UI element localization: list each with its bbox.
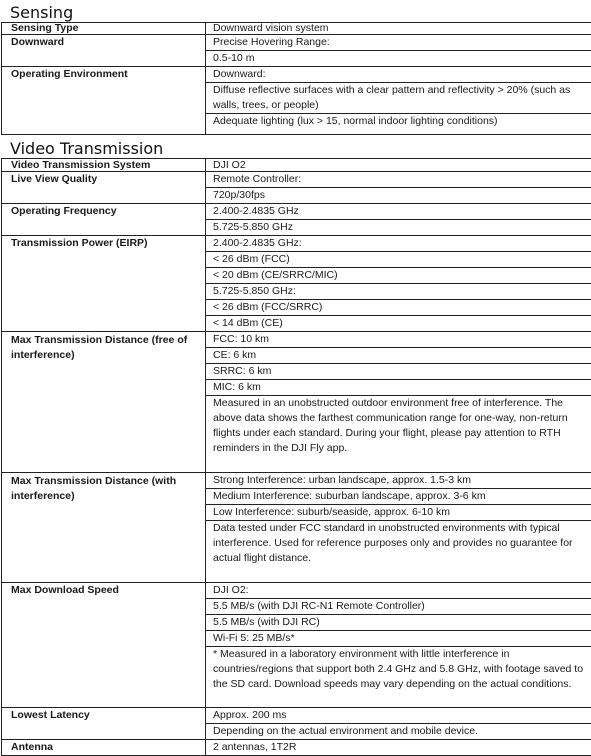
video-transmission-spec-table <box>1 158 591 756</box>
spec-value: < 20 dBm (CE/SRRC/MIC) <box>206 268 591 284</box>
table-row <box>2 473 591 489</box>
spec-value: Diffuse reflective surfaces with a clear pattern and reflectivity > 20% (such as walls, trees, or people) <box>206 83 591 114</box>
spec-label: Video Transmission System <box>2 159 206 172</box>
table-row <box>2 35 591 51</box>
table-row <box>2 583 591 599</box>
spec-value: Wi-Fi 5: 25 MB/s* <box>206 631 591 647</box>
spec-value: * Measured in a laboratory environment with little interference in countries/regions that support both 2.4 GHz and 5.8 GHz, with footage saved to the SD card. Download speeds may vary depending on the actual conditions. <box>206 647 591 708</box>
table-row <box>2 740 591 756</box>
spec-value: Data tested under FCC standard in unobstructed environments with typical interference. Used for reference purposes only and provides no guarantee for actual flight distance. <box>206 521 591 583</box>
spec-value: 2 antennas, 1T2R <box>206 740 591 756</box>
spec-value: 2.400-2.4835 GHz: <box>206 236 591 252</box>
spec-value: FCC: 10 km <box>206 332 591 348</box>
spec-value: SRRC: 6 km <box>206 364 591 380</box>
spec-value: Precise Hovering Range: <box>206 35 591 51</box>
spec-value: Low Interference: suburb/seaside, approx. 6-10 km <box>206 505 591 521</box>
spec-value: 5.725-5.850 GHz <box>206 220 591 236</box>
table-row <box>2 332 591 348</box>
table-row <box>2 204 591 220</box>
table-row <box>2 67 591 83</box>
spec-value: Downward vision system <box>206 23 591 35</box>
table-row <box>2 708 591 724</box>
spec-value: Adequate lighting (lux > 15, normal indoor lighting conditions) <box>206 114 591 135</box>
spec-label: Lowest Latency <box>2 708 206 740</box>
spec-value: 720p/30fps <box>206 188 591 204</box>
spec-value: 5.5 MB/s (with DJI RC) <box>206 615 591 631</box>
table-row <box>2 23 591 35</box>
table-row <box>2 159 591 172</box>
spec-value: Depending on the actual environment and mobile device. <box>206 724 591 740</box>
spec-value: DJI O2: <box>206 583 591 599</box>
spec-value: < 14 dBm (CE) <box>206 316 591 332</box>
spec-label: Operating Frequency <box>2 204 206 236</box>
spec-value: Downward: <box>206 67 591 83</box>
spec-label: Max Download Speed <box>2 583 206 708</box>
spec-label: Max Transmission Distance (free of interference) <box>2 332 206 473</box>
spec-value: Measured in an unobstructed outdoor environment free of interference. The above data shows the farthest communication range for one-way, non-return flights under each standard. During your flight, please pay attention to RTH reminders in the DJI Fly app. <box>206 396 591 473</box>
spec-label: Live View Quality <box>2 172 206 204</box>
spec-value: 2.400-2.4835 GHz <box>206 204 591 220</box>
spec-label: Downward <box>2 35 206 67</box>
spec-value: < 26 dBm (FCC) <box>206 252 591 268</box>
spec-value: 0.5-10 m <box>206 51 591 67</box>
spec-value: MIC: 6 km <box>206 380 591 396</box>
spec-label: Max Transmission Distance (with interference) <box>2 473 206 583</box>
section-title-sensing: Sensing <box>0 3 591 22</box>
sensing-spec-table <box>1 22 591 135</box>
spec-label: Transmission Power (EIRP) <box>2 236 206 332</box>
spec-label: Sensing Type <box>2 23 206 35</box>
spec-label: Antenna <box>2 740 206 756</box>
spec-value: Approx. 200 ms <box>206 708 591 724</box>
spec-value: Strong Interference: urban landscape, approx. 1.5-3 km <box>206 473 591 489</box>
spec-value: 5.725-5.850 GHz: <box>206 284 591 300</box>
table-row <box>2 236 591 252</box>
section-title-video-transmission: Video Transmission <box>0 139 591 158</box>
spec-value: Remote Controller: <box>206 172 591 188</box>
spec-value: 5.5 MB/s (with DJI RC-N1 Remote Controller) <box>206 599 591 615</box>
spec-value: CE: 6 km <box>206 348 591 364</box>
spec-label: Operating Environment <box>2 67 206 135</box>
spec-value: DJI O2 <box>206 159 591 172</box>
spec-value: Medium Interference: suburban landscape, approx. 3-6 km <box>206 489 591 505</box>
spec-value: < 26 dBm (FCC/SRRC) <box>206 300 591 316</box>
table-row <box>2 172 591 188</box>
